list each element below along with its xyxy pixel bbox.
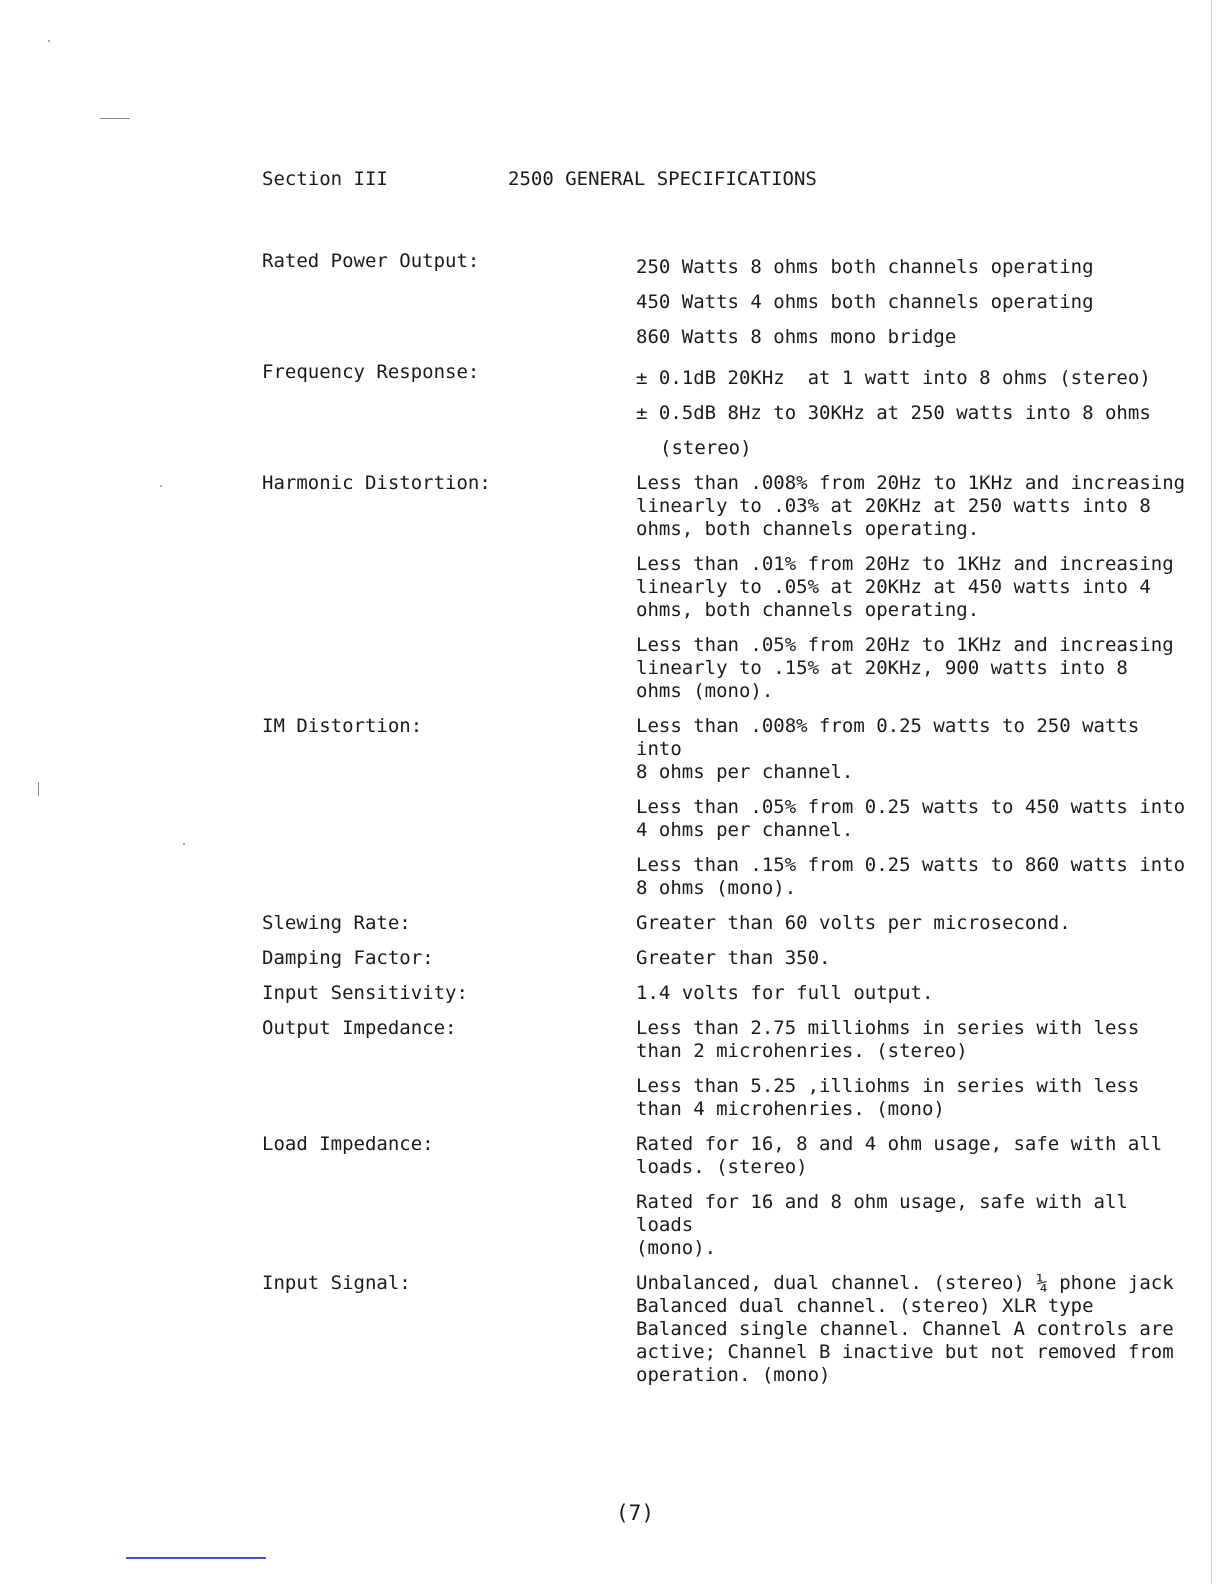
- spec-input-signal: [262, 1272, 1192, 1399]
- spec-load-impedance: [262, 1133, 1192, 1272]
- section-label: Section III: [262, 168, 388, 190]
- spec-label: Input Signal:: [262, 1272, 411, 1294]
- spec-rated-power-output: [262, 250, 1192, 361]
- spec-value: Unbalanced, dual channel. (stereo) ¼ phone jack Balanced dual channel. (stereo) XLR type Balanced single channel. Channel A controls are active; Channel B inactive but not removed from operation. (mono): [636, 1272, 1174, 1386]
- spec-input-sensitivity: [262, 982, 1192, 1017]
- spec-values: [636, 947, 1192, 982]
- spec-label: Load Impedance:: [262, 1133, 434, 1155]
- scan-speck: [100, 118, 130, 119]
- spec-value: (stereo): [660, 437, 752, 459]
- spec-label: Slewing Rate:: [262, 912, 411, 934]
- specifications-table: [262, 250, 1192, 1399]
- spec-values: [636, 912, 1192, 947]
- spec-label: Frequency Response:: [262, 361, 480, 383]
- spec-value: Greater than 60 volts per microsecond.: [636, 912, 1071, 934]
- scan-speck: [160, 485, 162, 487]
- page-header: [262, 168, 1162, 194]
- spec-label: Input Sensitivity:: [262, 982, 468, 1004]
- spec-value: 450 Watts 4 ohms both channels operating: [636, 291, 1094, 313]
- spec-label: IM Distortion:: [262, 715, 423, 737]
- spec-values: [636, 1133, 1192, 1272]
- footer-rule: [126, 1557, 266, 1559]
- scan-speck: [48, 40, 50, 42]
- spec-frequency-response: [262, 361, 1192, 472]
- spec-damping-factor: [262, 947, 1192, 982]
- spec-label: Output Impedance:: [262, 1017, 457, 1039]
- spec-value: ± 0.5dB 8Hz to 30KHz at 250 watts into 8 ohms: [636, 402, 1151, 424]
- spec-value: ± 0.1dB 20KHz at 1 watt into 8 ohms (stereo): [636, 367, 1151, 389]
- spec-value: Less than .01% from 20Hz to 1KHz and increasing linearly to .05% at 20KHz at 450 watts into 4 ohms, both channels operating.: [636, 553, 1174, 621]
- spec-value: Less than .05% from 20Hz to 1KHz and increasing linearly to .15% at 20KHz, 900 watts into 8 ohms (mono).: [636, 634, 1174, 702]
- spec-values: [636, 361, 1192, 472]
- spec-value: Less than .05% from 0.25 watts to 450 watts into 4 ohms per channel.: [636, 796, 1186, 841]
- spec-value: Less than .008% from 0.25 watts to 250 watts into 8 ohms per channel.: [636, 715, 1140, 783]
- spec-values: [636, 250, 1192, 361]
- spec-value: Rated for 16, 8 and 4 ohm usage, safe with all loads. (stereo): [636, 1133, 1163, 1178]
- spec-value: Greater than 350.: [636, 947, 831, 969]
- spec-value: Less than 2.75 milliohms in series with less than 2 microhenries. (stereo): [636, 1017, 1140, 1062]
- spec-values: [636, 1017, 1192, 1133]
- spec-values: [636, 472, 1192, 715]
- scan-speck: [38, 782, 39, 796]
- spec-value: 860 Watts 8 ohms mono bridge: [636, 326, 957, 348]
- spec-value: 250 Watts 8 ohms both channels operating: [636, 256, 1094, 278]
- spec-label: Rated Power Output:: [262, 250, 480, 272]
- spec-harmonic-distortion: [262, 472, 1192, 715]
- spec-values: [636, 715, 1192, 912]
- page-edge-line: [1211, 0, 1212, 1584]
- spec-value: Less than .15% from 0.25 watts to 860 watts into 8 ohms (mono).: [636, 854, 1186, 899]
- page-number: (7): [616, 1501, 654, 1525]
- spec-value: Less than .008% from 20Hz to 1KHz and increasing linearly to .03% at 20KHz at 250 watts into 8 ohms, both channels operating.: [636, 472, 1186, 540]
- spec-value: Rated for 16 and 8 ohm usage, safe with all loads (mono).: [636, 1191, 1128, 1259]
- spec-value: Less than 5.25 ,illiohms in series with less than 4 microhenries. (mono): [636, 1075, 1140, 1120]
- spec-label: Damping Factor:: [262, 947, 434, 969]
- spec-value: 1.4 volts for full output.: [636, 982, 934, 1004]
- scan-speck: [183, 843, 185, 845]
- spec-output-impedance: [262, 1017, 1192, 1133]
- spec-values: [636, 982, 1192, 1017]
- spec-slewing-rate: [262, 912, 1192, 947]
- spec-label: Harmonic Distortion:: [262, 472, 491, 494]
- spec-im-distortion: [262, 715, 1192, 912]
- document-title: 2500 GENERAL SPECIFICATIONS: [508, 168, 817, 190]
- spec-values: [636, 1272, 1192, 1399]
